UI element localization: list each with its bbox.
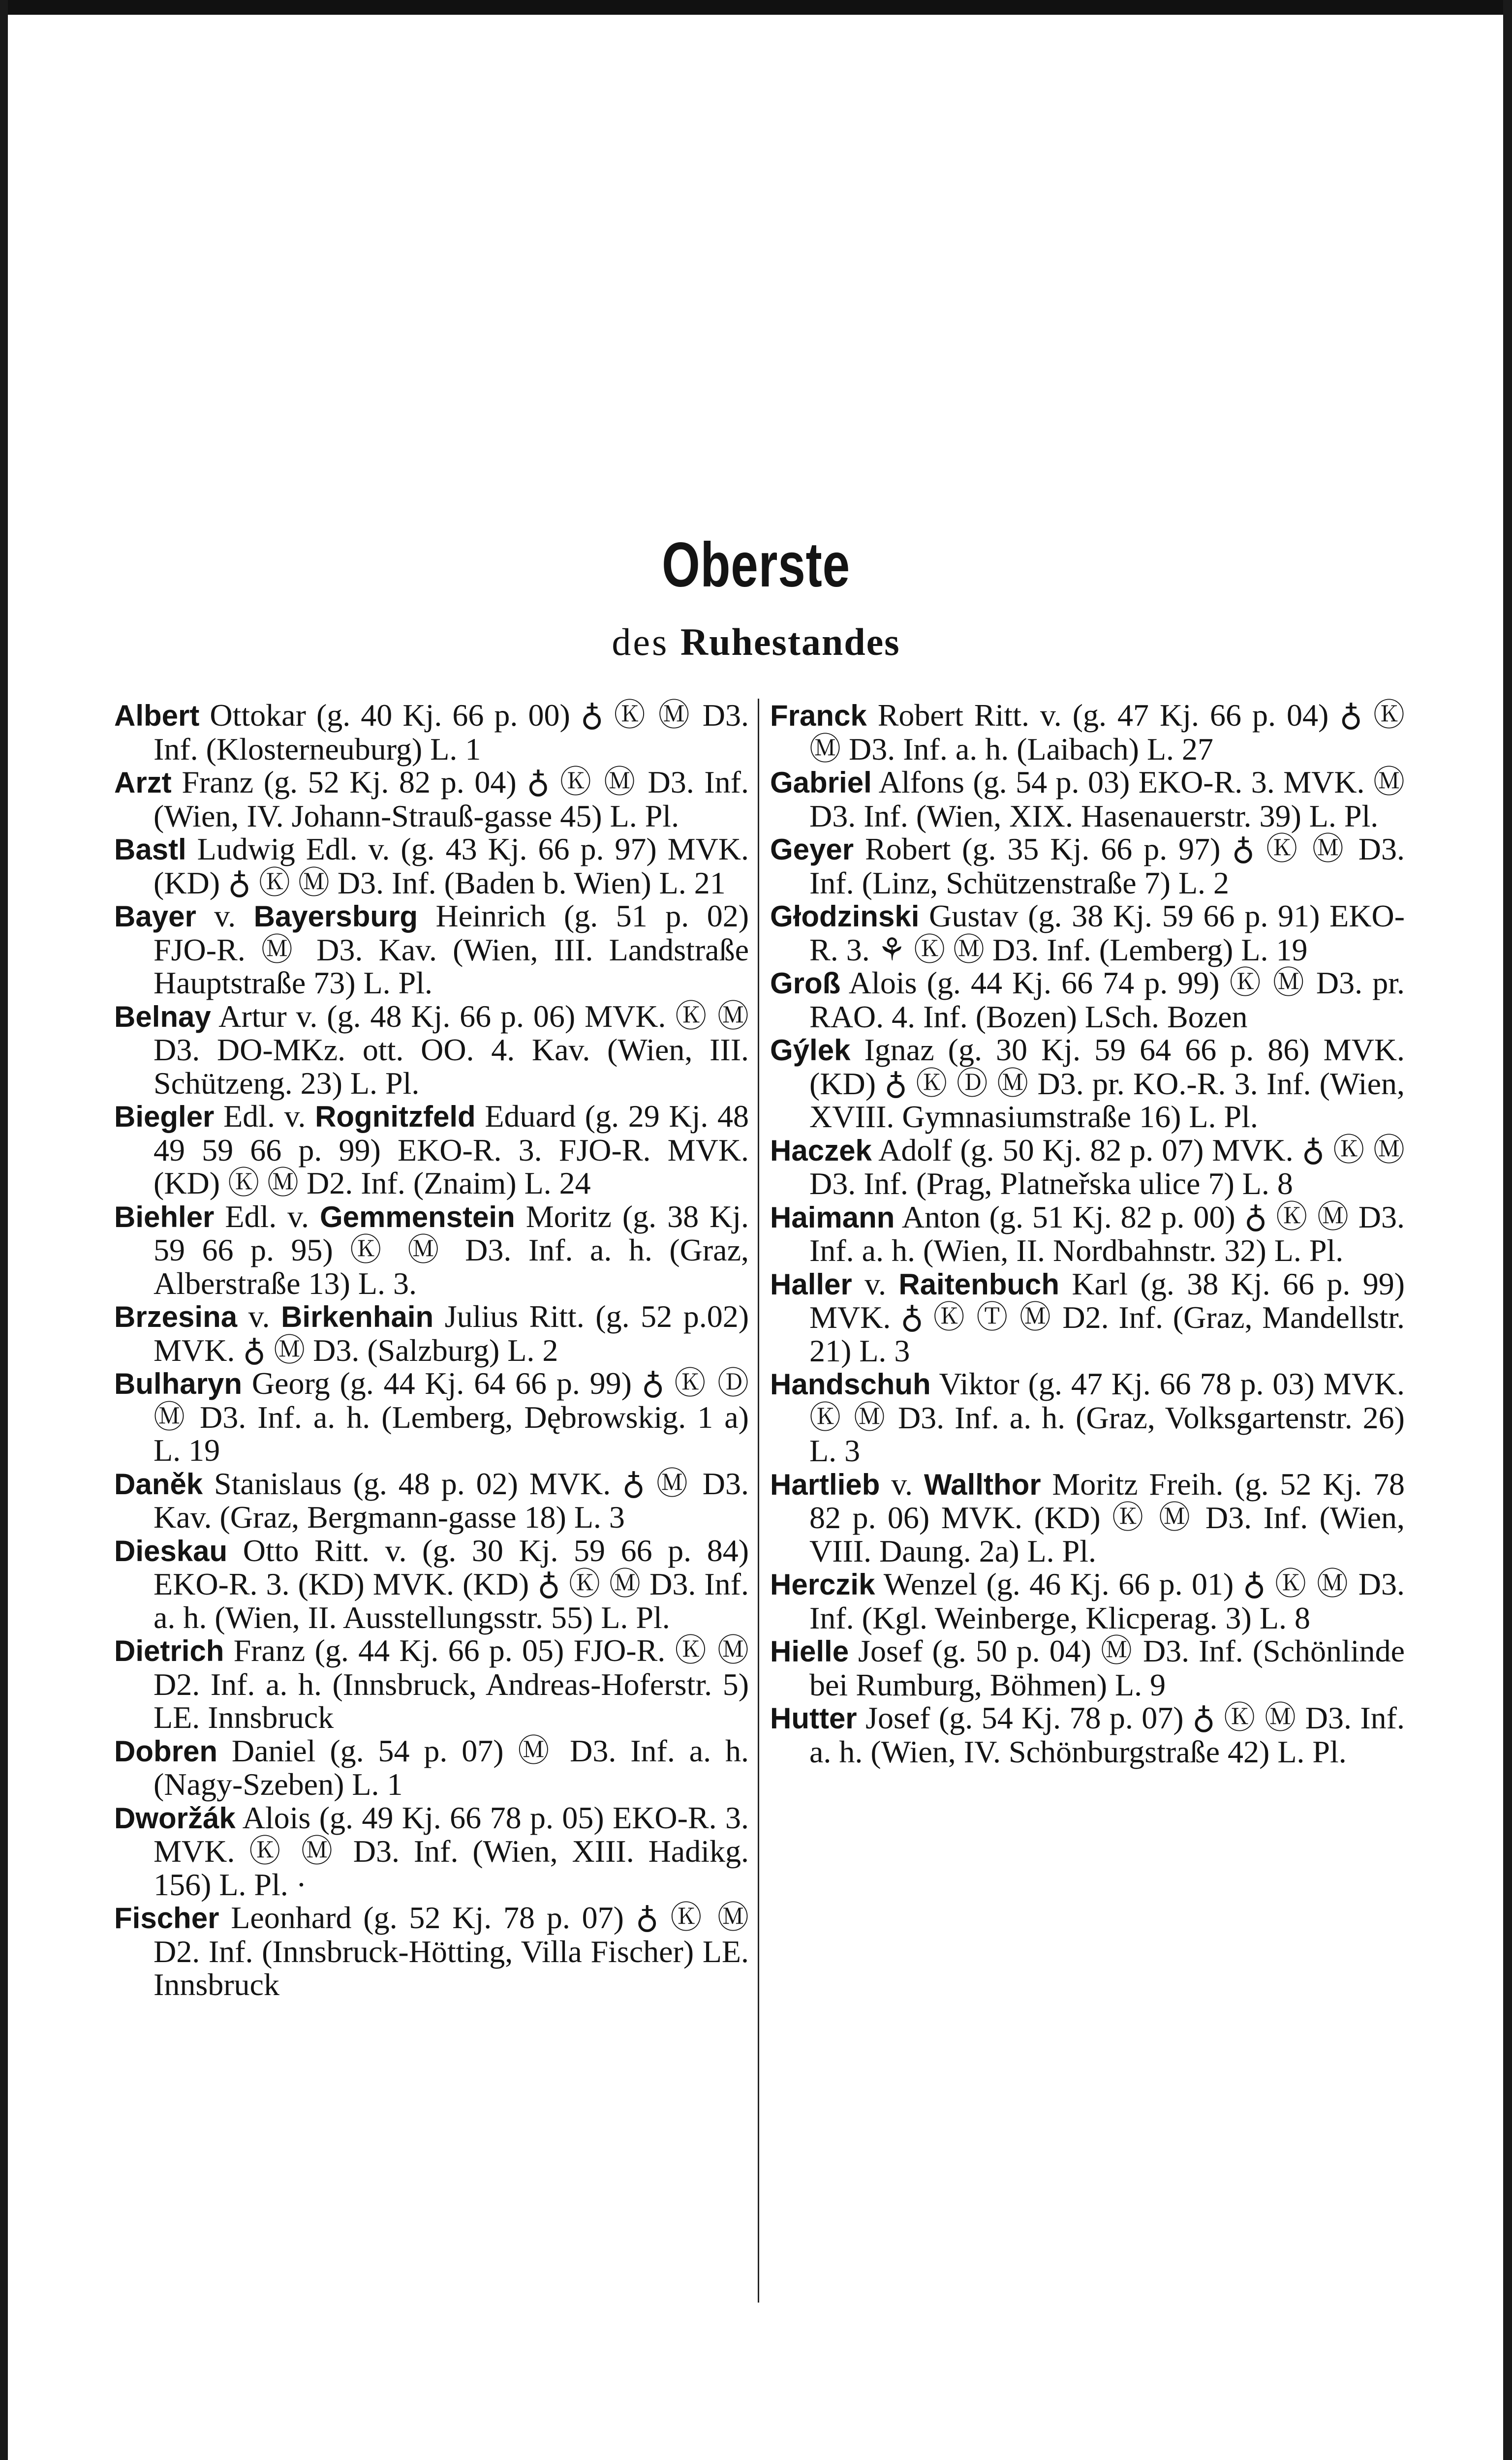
register-entry <box>770 966 1405 1033</box>
register-entry <box>114 899 749 1000</box>
entry-surname: Brzesina <box>114 1300 238 1333</box>
entry-surname: Bulharyn <box>114 1367 243 1400</box>
register-entry <box>770 766 1405 832</box>
register-entry <box>770 1568 1405 1634</box>
register-entry <box>770 899 1405 966</box>
entry-details: Karl (g. 38 Kj. 66 p. 99) MVK. ♁ Ⓚ Ⓣ Ⓜ D2. Inf. (Graz, Mandellstr. 21) L. 3 <box>809 1266 1405 1368</box>
register-entry <box>114 1200 749 1300</box>
subtitle-prefix: des <box>612 620 680 663</box>
entry-details: Alois (g. 49 Kj. 66 78 p. 05) EKO-R. 3. MVK. Ⓚ Ⓜ D3. Inf. (Wien, XIII. Hadikg. 156) L. Pl. · <box>154 1800 749 1902</box>
register-entry <box>114 832 749 899</box>
entry-surname: Daněk <box>114 1467 203 1501</box>
entry-surname: Hartlieb <box>770 1468 880 1501</box>
entry-surname: Geyer <box>770 833 854 866</box>
entry-details: Viktor (g. 47 Kj. 66 78 p. 03) MVK. Ⓚ Ⓜ D3. Inf. a. h. (Graz, Volksgartenstr. 26) L. 3 <box>809 1366 1405 1468</box>
entry-details: Josef (g. 54 Kj. 78 p. 07) ♁ Ⓚ Ⓜ D3. Inf. a. h. (Wien, IV. Schönburgstraße 42) L. Pl. <box>809 1700 1405 1769</box>
entry-surname: Fischer <box>114 1902 219 1935</box>
entry-particle: Edl. v. <box>214 1099 315 1134</box>
entry-details: Franz (g. 44 Kj. 66 p. 05) FJO-R. Ⓚ Ⓜ D2. Inf. a. h. (Innsbruck, Andreas-Hoferstr. 5) LE. Innsbruck <box>154 1633 749 1735</box>
entry-details: Alois (g. 44 Kj. 66 74 p. 99) Ⓚ Ⓜ D3. pr. RAO. 4. Inf. (Bozen) LSch. Bozen <box>809 965 1405 1034</box>
entry-surname: Handschuh <box>770 1368 931 1401</box>
register-entry <box>114 766 749 832</box>
entry-details: Wenzel (g. 46 Kj. 66 p. 01) ♁ Ⓚ Ⓜ D3. Inf. (Kgl. Weinberge, Klicperag. 3) L. 8 <box>809 1567 1405 1635</box>
entry-predicate: Wallthor <box>924 1468 1041 1501</box>
register-entry <box>770 1033 1405 1134</box>
register-entry <box>114 699 749 766</box>
entry-details: Josef (g. 50 p. 04) Ⓜ D3. Inf. (Schönlinde bei Rumburg, Böhmen) L. 9 <box>809 1633 1405 1702</box>
entry-surname: Dietrich <box>114 1634 224 1667</box>
entry-details: Julius Ritt. (g. 52 p.02) MVK. ♁ Ⓜ D3. (Salzburg) L. 2 <box>154 1299 749 1368</box>
entry-particle: Edl. v. <box>214 1199 320 1234</box>
register-entry <box>114 1901 749 2001</box>
entry-details: Moritz Freih. (g. 52 Kj. 78 82 p. 06) MVK. (KD) Ⓚ Ⓜ D3. Inf. (Wien, VIII. Daung. 2a) L. Pl. <box>809 1466 1405 1568</box>
register-entry <box>114 1100 749 1200</box>
subtitle-bold: Ruhestandes <box>680 620 900 663</box>
entry-details: Daniel (g. 54 p. 07) Ⓜ D3. Inf. a. h. (Nagy-Szeben) L. 1 <box>154 1733 749 1802</box>
entry-surname: Arzt <box>114 766 172 799</box>
register-entry <box>114 1467 749 1534</box>
entry-surname: Gabriel <box>770 766 872 799</box>
entry-surname: Biehler <box>114 1200 215 1233</box>
entry-surname: Haczek <box>770 1134 872 1167</box>
left-column <box>114 699 749 2001</box>
entry-details: Heinrich (g. 51 p. 02) FJO-R. Ⓜ D3. Kav. (Wien, III. Landstraße Hauptstraße 73) L. Pl. <box>154 898 749 1000</box>
entry-details: Gustav (g. 38 Kj. 59 66 p. 91) EKO-R. 3. ⚘ Ⓚ Ⓜ D3. Inf. (Lemberg) L. 19 <box>809 898 1405 967</box>
entry-surname: Groß <box>770 967 841 1000</box>
entry-surname: Albert <box>114 699 200 732</box>
page-title: Oberste <box>662 530 850 600</box>
entry-details: Ignaz (g. 30 Kj. 59 64 66 p. 86) MVK. (KD) ♁ Ⓚ Ⓓ Ⓜ D3. pr. KO.-R. 3. Inf. (Wien, XVIII. Gymnasiumstraße 16) L. Pl. <box>809 1032 1405 1134</box>
register-entry <box>114 1534 749 1634</box>
entry-details: Otto Ritt. v. (g. 30 Kj. 59 66 p. 84) EKO-R. 3. (KD) MVK. (KD) ♁ Ⓚ Ⓜ D3. Inf. a. h. (Wien, II. Ausstellungsstr. 55) L. Pl. <box>154 1533 749 1635</box>
entry-surname: Hutter <box>770 1702 857 1735</box>
entry-details: Ottokar (g. 40 Kj. 66 p. 00) ♁ Ⓚ Ⓜ D3. Inf. (Klosterneuburg) L. 1 <box>154 698 749 767</box>
entry-surname: Hielle <box>770 1635 849 1668</box>
entry-surname: Belnay <box>114 1000 211 1033</box>
entry-details: Stanislaus (g. 48 p. 02) MVK. ♁ Ⓜ D3. Kav. (Graz, Bergmann-gasse 18) L. 3 <box>154 1466 749 1535</box>
entry-details: Ludwig Edl. v. (g. 43 Kj. 66 p. 97) MVK. (KD) ♁ Ⓚ Ⓜ D3. Inf. (Baden b. Wien) L. 21 <box>154 831 749 900</box>
register-entry <box>770 1267 1405 1368</box>
scan-border-left <box>0 0 8 2460</box>
entry-surname: Haller <box>770 1267 852 1301</box>
entry-surname: Dieskau <box>114 1534 228 1568</box>
register-entry <box>114 1634 749 1734</box>
entry-surname: Głodzinski <box>770 900 920 933</box>
entry-surname: Gýlek <box>770 1034 851 1067</box>
register-entry <box>770 699 1405 766</box>
right-column <box>770 699 1405 1768</box>
entry-predicate: Rognitzfeld <box>315 1100 476 1133</box>
entry-predicate: Raitenbuch <box>898 1267 1060 1301</box>
entry-particle: v. <box>196 898 254 933</box>
scan-border-right <box>1503 0 1512 2460</box>
entry-predicate: Birkenhain <box>281 1300 434 1333</box>
register-entry <box>114 1367 749 1467</box>
register-entry <box>770 1701 1405 1768</box>
register-entry <box>770 1200 1405 1267</box>
entry-particle: v. <box>237 1299 281 1334</box>
register-entry <box>114 1801 749 1902</box>
page-subtitle <box>0 620 1512 664</box>
entry-surname: Haimann <box>770 1200 895 1234</box>
entry-particle: v. <box>852 1266 899 1301</box>
entry-surname: Dobren <box>114 1734 217 1768</box>
register-entry <box>770 1134 1405 1200</box>
entry-details: Georg (g. 44 Kj. 64 66 p. 99) ♁ Ⓚ Ⓓ Ⓜ D3. Inf. a. h. (Lemberg, Dębrowskig. 1 a) L. 19 <box>154 1366 749 1468</box>
register-entry <box>770 1634 1405 1701</box>
entry-details: Robert Ritt. v. (g. 47 Kj. 66 p. 04) ♁ Ⓚ Ⓜ D3. Inf. a. h. (Laibach) L. 27 <box>809 698 1405 767</box>
entry-predicate: Gemmenstein <box>319 1200 515 1233</box>
scan-border-top <box>0 0 1512 15</box>
entry-details: Robert (g. 35 Kj. 66 p. 97) ♁ Ⓚ Ⓜ D3. Inf. (Linz, Schützenstraße 7) L. 2 <box>809 831 1405 900</box>
entry-details: Franz (g. 52 Kj. 82 p. 04) ♁ Ⓚ Ⓜ D3. Inf. (Wien, IV. Johann-Strauß-gasse 45) L. Pl. <box>154 765 749 833</box>
entry-details: Alfons (g. 54 p. 03) EKO-R. 3. MVK. Ⓜ D3. Inf. (Wien, XIX. Hasenauerstr. 39) L. Pl. <box>809 765 1405 833</box>
column-divider <box>758 699 759 2303</box>
entry-details: Leonhard (g. 52 Kj. 78 p. 07) ♁ Ⓚ Ⓜ D2. Inf. (Innsbruck-Hötting, Villa Fischer) LE. Innsbruck <box>154 1900 749 2002</box>
entry-surname: Herczik <box>770 1568 875 1601</box>
register-entry <box>770 1367 1405 1468</box>
entry-surname: Bastl <box>114 833 186 866</box>
register-entry <box>114 1734 749 1801</box>
entry-details: Adolf (g. 50 Kj. 82 p. 07) MVK. ♁ Ⓚ Ⓜ D3. Inf. (Prag, Platneřska ulice 7) L. 8 <box>809 1132 1405 1201</box>
entry-details: Artur v. (g. 48 Kj. 66 p. 06) MVK. Ⓚ Ⓜ D3. DO-MKz. ott. OO. 4. Kav. (Wien, III. Schützeng. 23) L. Pl. <box>154 998 749 1101</box>
entry-particle: v. <box>880 1466 924 1502</box>
register-entry <box>114 1300 749 1367</box>
entry-surname: Bayer <box>114 900 196 933</box>
register-entry <box>114 1000 749 1100</box>
entry-surname: Franck <box>770 699 867 732</box>
entry-surname: Dworžák <box>114 1801 236 1835</box>
entry-details: Moritz (g. 38 Kj. 59 66 p. 95) Ⓚ Ⓜ D3. Inf. a. h. (Graz, Alberstraße 13) L. 3. <box>154 1199 749 1301</box>
register-entry <box>770 832 1405 899</box>
entry-surname: Biegler <box>114 1100 215 1133</box>
entry-details: Eduard (g. 29 Kj. 48 49 59 66 p. 99) EKO-R. 3. FJO-R. MVK. (KD) Ⓚ Ⓜ D2. Inf. (Znaim) L. 24 <box>154 1099 749 1200</box>
entry-predicate: Bayersburg <box>253 900 418 933</box>
entry-details: Anton (g. 51 Kj. 82 p. 00) ♁ Ⓚ Ⓜ D3. Inf. a. h. (Wien, II. Nordbahnstr. 32) L. Pl. <box>809 1199 1405 1268</box>
register-entry <box>770 1468 1405 1568</box>
